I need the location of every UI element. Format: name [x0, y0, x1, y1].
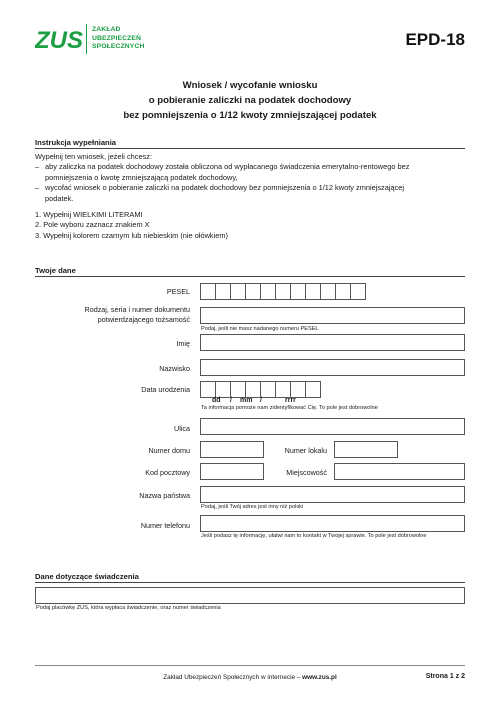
footer-rule	[35, 665, 465, 666]
date-separator: /	[260, 397, 262, 404]
postal-code-label: Kod pocztowy	[145, 468, 190, 477]
logo-divider	[86, 24, 87, 54]
section-rule	[35, 148, 465, 149]
benefit-field[interactable]	[35, 587, 465, 604]
birth-date-label: Data urodzenia	[141, 385, 190, 394]
zus-logo-text: ZUS	[35, 27, 83, 52]
title-line: Wniosek / wycofanie wniosku	[182, 80, 318, 91]
street-label: Ulica	[174, 424, 190, 433]
first-name-label: Imię	[176, 339, 190, 348]
instruction-step: 1. Wypełnij WIELKIMI LITERAMI	[35, 210, 143, 220]
first-name-field[interactable]	[200, 334, 465, 351]
page-number: Strona 1 z 2	[425, 673, 465, 680]
title-line: o pobieranie zaliczki na podatek dochodowy	[148, 95, 352, 106]
last-name-field[interactable]	[200, 359, 465, 376]
birth-year-box[interactable]	[260, 381, 276, 398]
footer-url[interactable]: www.zus.pl	[302, 674, 337, 681]
last-name-label: Nazwisko	[159, 364, 190, 373]
date-yyyy-caption: rrrr	[285, 397, 296, 404]
id-document-label: Rodzaj, seria i numer dokumentu potwierdzającego tożsamość	[84, 305, 190, 324]
pesel-digit-box[interactable]	[215, 283, 231, 300]
country-hint: Podaj, jeśli Twój adres jest inny niż polski	[201, 504, 304, 510]
pesel-digit-box[interactable]	[245, 283, 261, 300]
phone-label: Numer telefonu	[140, 521, 190, 530]
phone-field[interactable]	[200, 515, 465, 532]
date-dd-caption: dd	[212, 397, 221, 404]
section-rule	[35, 276, 465, 277]
instructions-body	[35, 152, 465, 241]
instruction-step: 2. Pole wyboru zaznacz znakiem X	[35, 220, 150, 230]
instruction-bullet: – aby zaliczka na podatek dochodowy została obliczona od wypłacanego świadczenia emerytalno-rentowego bez pomniejszenia o kwotę zmniejszającą podatek dochodowy,	[35, 162, 410, 182]
pesel-digit-box[interactable]	[320, 283, 336, 300]
pesel-digit-box[interactable]	[260, 283, 276, 300]
birth-day-box[interactable]	[215, 381, 231, 398]
street-field[interactable]	[200, 418, 465, 435]
city-label: Miejscowość	[286, 468, 327, 477]
instruction-bullet: – wycofać wniosek o pobieranie zaliczki na podatek dochodowy bez pomniejszenia o 1/12 kwoty zmniejszającej podatek.	[35, 183, 405, 203]
pesel-input[interactable]	[200, 283, 367, 300]
pesel-digit-box[interactable]	[200, 283, 216, 300]
birth-year-box[interactable]	[305, 381, 321, 398]
city-field[interactable]	[334, 463, 465, 480]
birth-month-box[interactable]	[245, 381, 261, 398]
postal-code-field[interactable]	[200, 463, 264, 480]
pesel-digit-box[interactable]	[230, 283, 246, 300]
title-line: bez pomniejszenia o 1/12 kwoty zmniejszającej podatek	[123, 110, 377, 121]
birth-month-box[interactable]	[230, 381, 246, 398]
date-separator: /	[230, 397, 232, 404]
id-document-hint: Podaj, jeśli nie masz nadanego numeru PESEL	[201, 326, 319, 332]
section-rule	[35, 582, 465, 583]
institution-line: ZAKŁAD	[92, 26, 121, 33]
birth-day-box[interactable]	[200, 381, 216, 398]
form-title	[0, 78, 500, 123]
date-mm-caption: mm	[240, 397, 253, 404]
id-document-field[interactable]	[200, 307, 465, 324]
zus-logo	[35, 26, 83, 52]
instructions-heading: Instrukcja wypełniania	[35, 138, 117, 147]
pesel-digit-box[interactable]	[305, 283, 321, 300]
pesel-digit-box[interactable]	[350, 283, 366, 300]
country-label: Nazwa państwa	[139, 491, 190, 500]
instructions-intro: Wypełnij ten wniosek, jeżeli chcesz:	[35, 152, 153, 161]
house-number-label: Numer domu	[148, 446, 190, 455]
pesel-digit-box[interactable]	[335, 283, 351, 300]
benefit-heading: Dane dotyczące świadczenia	[35, 572, 139, 581]
apartment-number-label: Numer lokalu	[284, 446, 327, 455]
birth-date-input[interactable]	[200, 381, 325, 398]
institution-line: UBEZPIECZEŃ	[92, 34, 142, 42]
footer-text: Zakład Ubezpieczeń Społecznych w internecie – www.zus.pl	[163, 674, 337, 681]
institution-name	[92, 26, 144, 52]
pesel-digit-box[interactable]	[275, 283, 291, 300]
birth-date-hint: Ta informacja pomoże nam zidentyfikować Cię. To pole jest dobrowolne	[201, 405, 378, 411]
personal-data-heading: Twoje dane	[35, 266, 76, 275]
form-code: EPD-18	[405, 30, 465, 49]
birth-year-box[interactable]	[290, 381, 306, 398]
birth-year-box[interactable]	[275, 381, 291, 398]
apartment-number-field[interactable]	[334, 441, 398, 458]
pesel-label: PESEL	[166, 287, 190, 296]
pesel-digit-box[interactable]	[290, 283, 306, 300]
institution-line: SPOŁECZNYCH	[92, 43, 145, 51]
instruction-step: 3. Wypełnij kolorem czarnym lub niebieskim (nie ołówkiem)	[35, 230, 228, 240]
country-field[interactable]	[200, 486, 465, 503]
house-number-field[interactable]	[200, 441, 264, 458]
benefit-hint: Podaj placówkę ZUS, która wypłaca świadczenie, oraz numer świadczenia	[36, 605, 221, 611]
phone-hint: Jeśli podasz tę informację, ułatwi nam to kontakt w Twojej sprawie. To pole jest dobrowolne	[201, 533, 427, 539]
